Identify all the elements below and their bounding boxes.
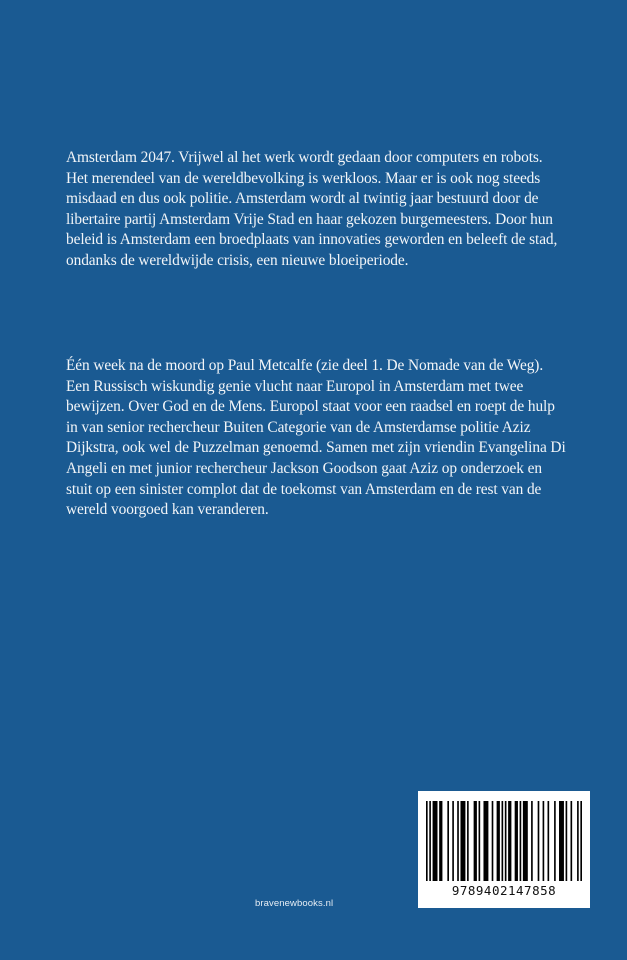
barcode-bar [467, 801, 469, 881]
barcode-bar [452, 801, 454, 881]
barcode-bar [502, 801, 504, 881]
barcode-bar [508, 801, 511, 881]
publisher-website: bravenewbooks.nl [255, 898, 334, 909]
barcode-bar [429, 801, 431, 881]
barcode-label [418, 791, 590, 908]
barcode-bar [580, 801, 582, 881]
barcode-bar [559, 801, 564, 881]
barcode-bar [531, 801, 533, 881]
barcode-bar [515, 801, 518, 881]
barcode-bar [538, 801, 540, 881]
barcode-bar [433, 801, 438, 881]
barcode-bar [483, 801, 488, 881]
barcode-bar [457, 801, 459, 881]
isbn-number: 9789402147858 [451, 883, 557, 898]
barcode-bar [577, 801, 579, 881]
barcode-bar [460, 801, 465, 881]
barcode-bar [479, 801, 481, 881]
barcode-bar [426, 801, 428, 881]
blurb-paragraph-2: Één week na de moord op Paul Metcalfe (zie deel 1. De Nomade van de Weg). Een Russisch wiskundig genie vlucht naar Europol in Amsterdam met twee bewijzen. Over God en de Mens. Europol staat voor een raadsel en roept de hulp in van senior rechercheur Buiten Categorie van de Amsterdamse politie Aziz Dijkstra, ook wel de Puzzelman genoemd. Samen met zijn vriendin Evangelina Di Angeli en met junior rechercheur Jackson Goodson gaat Aziz op onderzoek en stuit op een sinister complot dat de toekomst van Amsterdam en de rest van de wereld voorgoed kan veranderen. [66, 357, 566, 519]
barcode-bar [492, 801, 494, 881]
barcode-bar [543, 801, 545, 881]
barcode-bar [439, 801, 442, 881]
barcode-bar [571, 801, 573, 881]
barcode-bar [447, 801, 449, 881]
barcode-bar [520, 801, 522, 881]
barcode-bar [497, 801, 500, 881]
barcode-bar [474, 801, 477, 881]
barcode-bar [554, 801, 556, 881]
barcode-icon [426, 801, 582, 881]
barcode-bar [548, 801, 550, 881]
barcode-bar [566, 801, 568, 881]
barcode-bar [523, 801, 528, 881]
blurb-paragraph-1: Amsterdam 2047. Vrijwel al het werk wordt gedaan door computers en robots. Het merendeel van de wereldbevolking is werkloos. Maar er is ook nog steeds misdaad en dus ook politie. Amsterdam wordt al twintig jaar bestuurd door de libertaire partij Amsterdam Vrije Stad en haar gekozen burgemeesters. Door hun beleid is Amsterdam een broedplaats van innovaties geworden en beleeft de stad, ondanks de wereldwijde crisis, een nieuwe bloeiperiode. [66, 149, 558, 269]
barcode-bar [505, 801, 507, 881]
